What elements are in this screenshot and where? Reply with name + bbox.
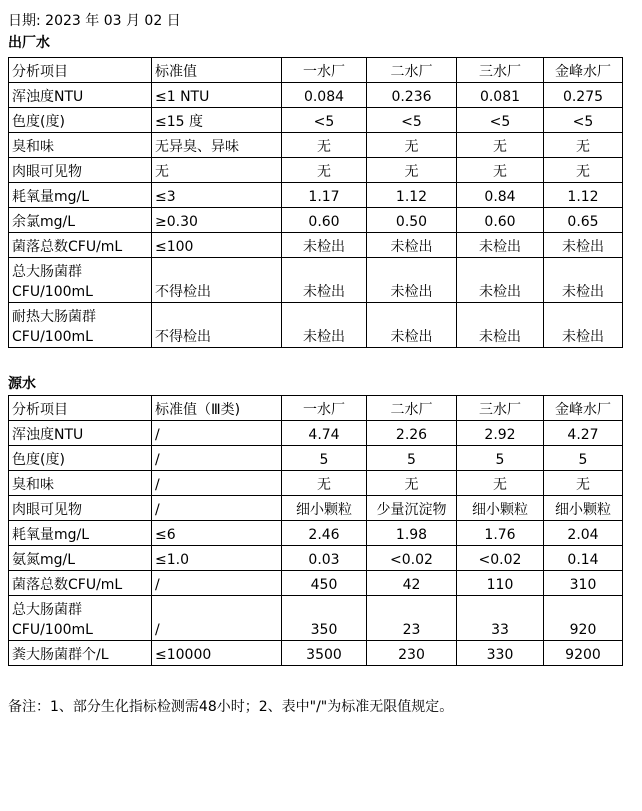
- item-cell: 总大肠菌群 CFU/100mL: [9, 596, 152, 641]
- plant-value-cell: 920: [544, 596, 623, 641]
- plant-value-cell: <5: [367, 108, 457, 133]
- table-row: [9, 421, 623, 446]
- plant-value-cell: 3500: [282, 641, 367, 666]
- plant-value-cell: 无: [457, 133, 544, 158]
- standard-cell: ≤100: [152, 233, 282, 258]
- plant-value-cell: 无: [544, 133, 623, 158]
- item-cell: 分析项目: [9, 396, 152, 421]
- table-row: [9, 303, 623, 348]
- plant-value-cell: 2.46: [282, 521, 367, 546]
- plant-value-cell: 三水厂: [457, 396, 544, 421]
- standard-cell: 标准值（Ⅲ类): [152, 396, 282, 421]
- plant-value-cell: 230: [367, 641, 457, 666]
- standard-cell: ≥0.30: [152, 208, 282, 233]
- table-row: [9, 641, 623, 666]
- standard-cell: /: [152, 421, 282, 446]
- plant-value-cell: 1.17: [282, 183, 367, 208]
- table-row: [9, 471, 623, 496]
- standard-cell: 不得检出: [152, 258, 282, 303]
- table-row: [9, 158, 623, 183]
- standard-cell: 无异臭、异味: [152, 133, 282, 158]
- source-water-table: [8, 395, 623, 666]
- report-date: 日期: 2023 年 03 月 02 日: [8, 13, 181, 29]
- output-water-table: [8, 57, 623, 348]
- item-cell: 氨氮mg/L: [9, 546, 152, 571]
- standard-cell: ≤6: [152, 521, 282, 546]
- item-cell: 耐热大肠菌群 CFU/100mL: [9, 303, 152, 348]
- item-cell: 肉眼可见物: [9, 496, 152, 521]
- plant-value-cell: 未检出: [457, 233, 544, 258]
- plant-value-cell: 0.03: [282, 546, 367, 571]
- standard-cell: ≤1.0: [152, 546, 282, 571]
- item-cell: 耗氧量mg/L: [9, 183, 152, 208]
- standard-cell: ≤3: [152, 183, 282, 208]
- table-row: [9, 521, 623, 546]
- plant-value-cell: 5: [457, 446, 544, 471]
- item-cell: 菌落总数CFU/mL: [9, 233, 152, 258]
- plant-value-cell: 无: [544, 471, 623, 496]
- plant-value-cell: 0.60: [282, 208, 367, 233]
- plant-value-cell: 0.50: [367, 208, 457, 233]
- table-row: [9, 571, 623, 596]
- table-row: [9, 233, 623, 258]
- plant-value-cell: 未检出: [367, 258, 457, 303]
- plant-value-cell: 细小颗粒: [282, 496, 367, 521]
- plant-value-cell: <0.02: [367, 546, 457, 571]
- plant-value-cell: 无: [367, 158, 457, 183]
- plant-value-cell: <0.02: [457, 546, 544, 571]
- plant-value-cell: <5: [544, 108, 623, 133]
- plant-value-cell: 450: [282, 571, 367, 596]
- plant-value-cell: 4.74: [282, 421, 367, 446]
- plant-value-cell: 5: [367, 446, 457, 471]
- plant-value-cell: 一水厂: [282, 396, 367, 421]
- standard-cell: 标准值: [152, 58, 282, 83]
- plant-value-cell: 23: [367, 596, 457, 641]
- plant-value-cell: 未检出: [367, 303, 457, 348]
- plant-value-cell: 2.92: [457, 421, 544, 446]
- standard-cell: /: [152, 471, 282, 496]
- plant-value-cell: 4.27: [544, 421, 623, 446]
- table-row: [9, 596, 623, 641]
- plant-value-cell: 0.081: [457, 83, 544, 108]
- plant-value-cell: <5: [282, 108, 367, 133]
- plant-value-cell: 无: [367, 471, 457, 496]
- plant-value-cell: 金峰水厂: [544, 58, 623, 83]
- standard-cell: ≤15 度: [152, 108, 282, 133]
- item-cell: 臭和味: [9, 471, 152, 496]
- plant-value-cell: 二水厂: [367, 396, 457, 421]
- plant-value-cell: 未检出: [282, 303, 367, 348]
- plant-value-cell: 310: [544, 571, 623, 596]
- item-cell: 肉眼可见物: [9, 158, 152, 183]
- standard-cell: ≤10000: [152, 641, 282, 666]
- table-header-row: [9, 58, 623, 83]
- standard-cell: /: [152, 496, 282, 521]
- plant-value-cell: 0.84: [457, 183, 544, 208]
- plant-value-cell: 少量沉淀物: [367, 496, 457, 521]
- item-cell: 浑浊度NTU: [9, 83, 152, 108]
- plant-value-cell: 0.275: [544, 83, 623, 108]
- standard-cell: /: [152, 446, 282, 471]
- standard-cell: 无: [152, 158, 282, 183]
- plant-value-cell: 一水厂: [282, 58, 367, 83]
- plant-value-cell: 9200: [544, 641, 623, 666]
- item-cell: 耗氧量mg/L: [9, 521, 152, 546]
- plant-value-cell: 无: [544, 158, 623, 183]
- item-cell: 总大肠菌群 CFU/100mL: [9, 258, 152, 303]
- plant-value-cell: 5: [544, 446, 623, 471]
- table-header-row: [9, 396, 623, 421]
- plant-value-cell: 细小颗粒: [457, 496, 544, 521]
- table-row: [9, 133, 623, 158]
- plant-value-cell: 0.65: [544, 208, 623, 233]
- plant-value-cell: 0.084: [282, 83, 367, 108]
- standard-cell: ≤1 NTU: [152, 83, 282, 108]
- plant-value-cell: 1.98: [367, 521, 457, 546]
- standard-cell: 不得检出: [152, 303, 282, 348]
- plant-value-cell: 2.26: [367, 421, 457, 446]
- plant-value-cell: 未检出: [282, 233, 367, 258]
- plant-value-cell: 33: [457, 596, 544, 641]
- plant-value-cell: 无: [282, 133, 367, 158]
- plant-value-cell: 42: [367, 571, 457, 596]
- item-cell: 臭和味: [9, 133, 152, 158]
- plant-value-cell: 三水厂: [457, 58, 544, 83]
- plant-value-cell: 1.12: [367, 183, 457, 208]
- plant-value-cell: 未检出: [544, 233, 623, 258]
- plant-value-cell: 无: [282, 158, 367, 183]
- plant-value-cell: 细小颗粒: [544, 496, 623, 521]
- table-row: [9, 183, 623, 208]
- source-water-title: 源水: [8, 376, 36, 392]
- plant-value-cell: 未检出: [457, 303, 544, 348]
- plant-value-cell: 0.60: [457, 208, 544, 233]
- plant-value-cell: 350: [282, 596, 367, 641]
- plant-value-cell: 无: [282, 471, 367, 496]
- output-water-title: 出厂水: [8, 35, 50, 51]
- item-cell: 余氯mg/L: [9, 208, 152, 233]
- table-row: [9, 496, 623, 521]
- table-row: [9, 83, 623, 108]
- plant-value-cell: 未检出: [544, 303, 623, 348]
- item-cell: 菌落总数CFU/mL: [9, 571, 152, 596]
- plant-value-cell: 1.12: [544, 183, 623, 208]
- plant-value-cell: 未检出: [282, 258, 367, 303]
- plant-value-cell: 0.14: [544, 546, 623, 571]
- table-row: [9, 546, 623, 571]
- table-row: [9, 258, 623, 303]
- plant-value-cell: 无: [457, 471, 544, 496]
- plant-value-cell: 无: [457, 158, 544, 183]
- item-cell: 色度(度): [9, 108, 152, 133]
- plant-value-cell: 未检出: [544, 258, 623, 303]
- plant-value-cell: 无: [367, 133, 457, 158]
- table-row: [9, 108, 623, 133]
- standard-cell: /: [152, 596, 282, 641]
- item-cell: 分析项目: [9, 58, 152, 83]
- footnote: 备注：1、部分生化指标检测需48小时；2、表中"/"为标准无限值规定。: [8, 699, 454, 715]
- item-cell: 粪大肠菌群个/L: [9, 641, 152, 666]
- plant-value-cell: 金峰水厂: [544, 396, 623, 421]
- table-row: [9, 208, 623, 233]
- standard-cell: /: [152, 571, 282, 596]
- plant-value-cell: 1.76: [457, 521, 544, 546]
- plant-value-cell: 未检出: [457, 258, 544, 303]
- item-cell: 色度(度): [9, 446, 152, 471]
- plant-value-cell: 330: [457, 641, 544, 666]
- plant-value-cell: 5: [282, 446, 367, 471]
- plant-value-cell: <5: [457, 108, 544, 133]
- plant-value-cell: 2.04: [544, 521, 623, 546]
- plant-value-cell: 110: [457, 571, 544, 596]
- plant-value-cell: 未检出: [367, 233, 457, 258]
- plant-value-cell: 0.236: [367, 83, 457, 108]
- item-cell: 浑浊度NTU: [9, 421, 152, 446]
- plant-value-cell: 二水厂: [367, 58, 457, 83]
- table-row: [9, 446, 623, 471]
